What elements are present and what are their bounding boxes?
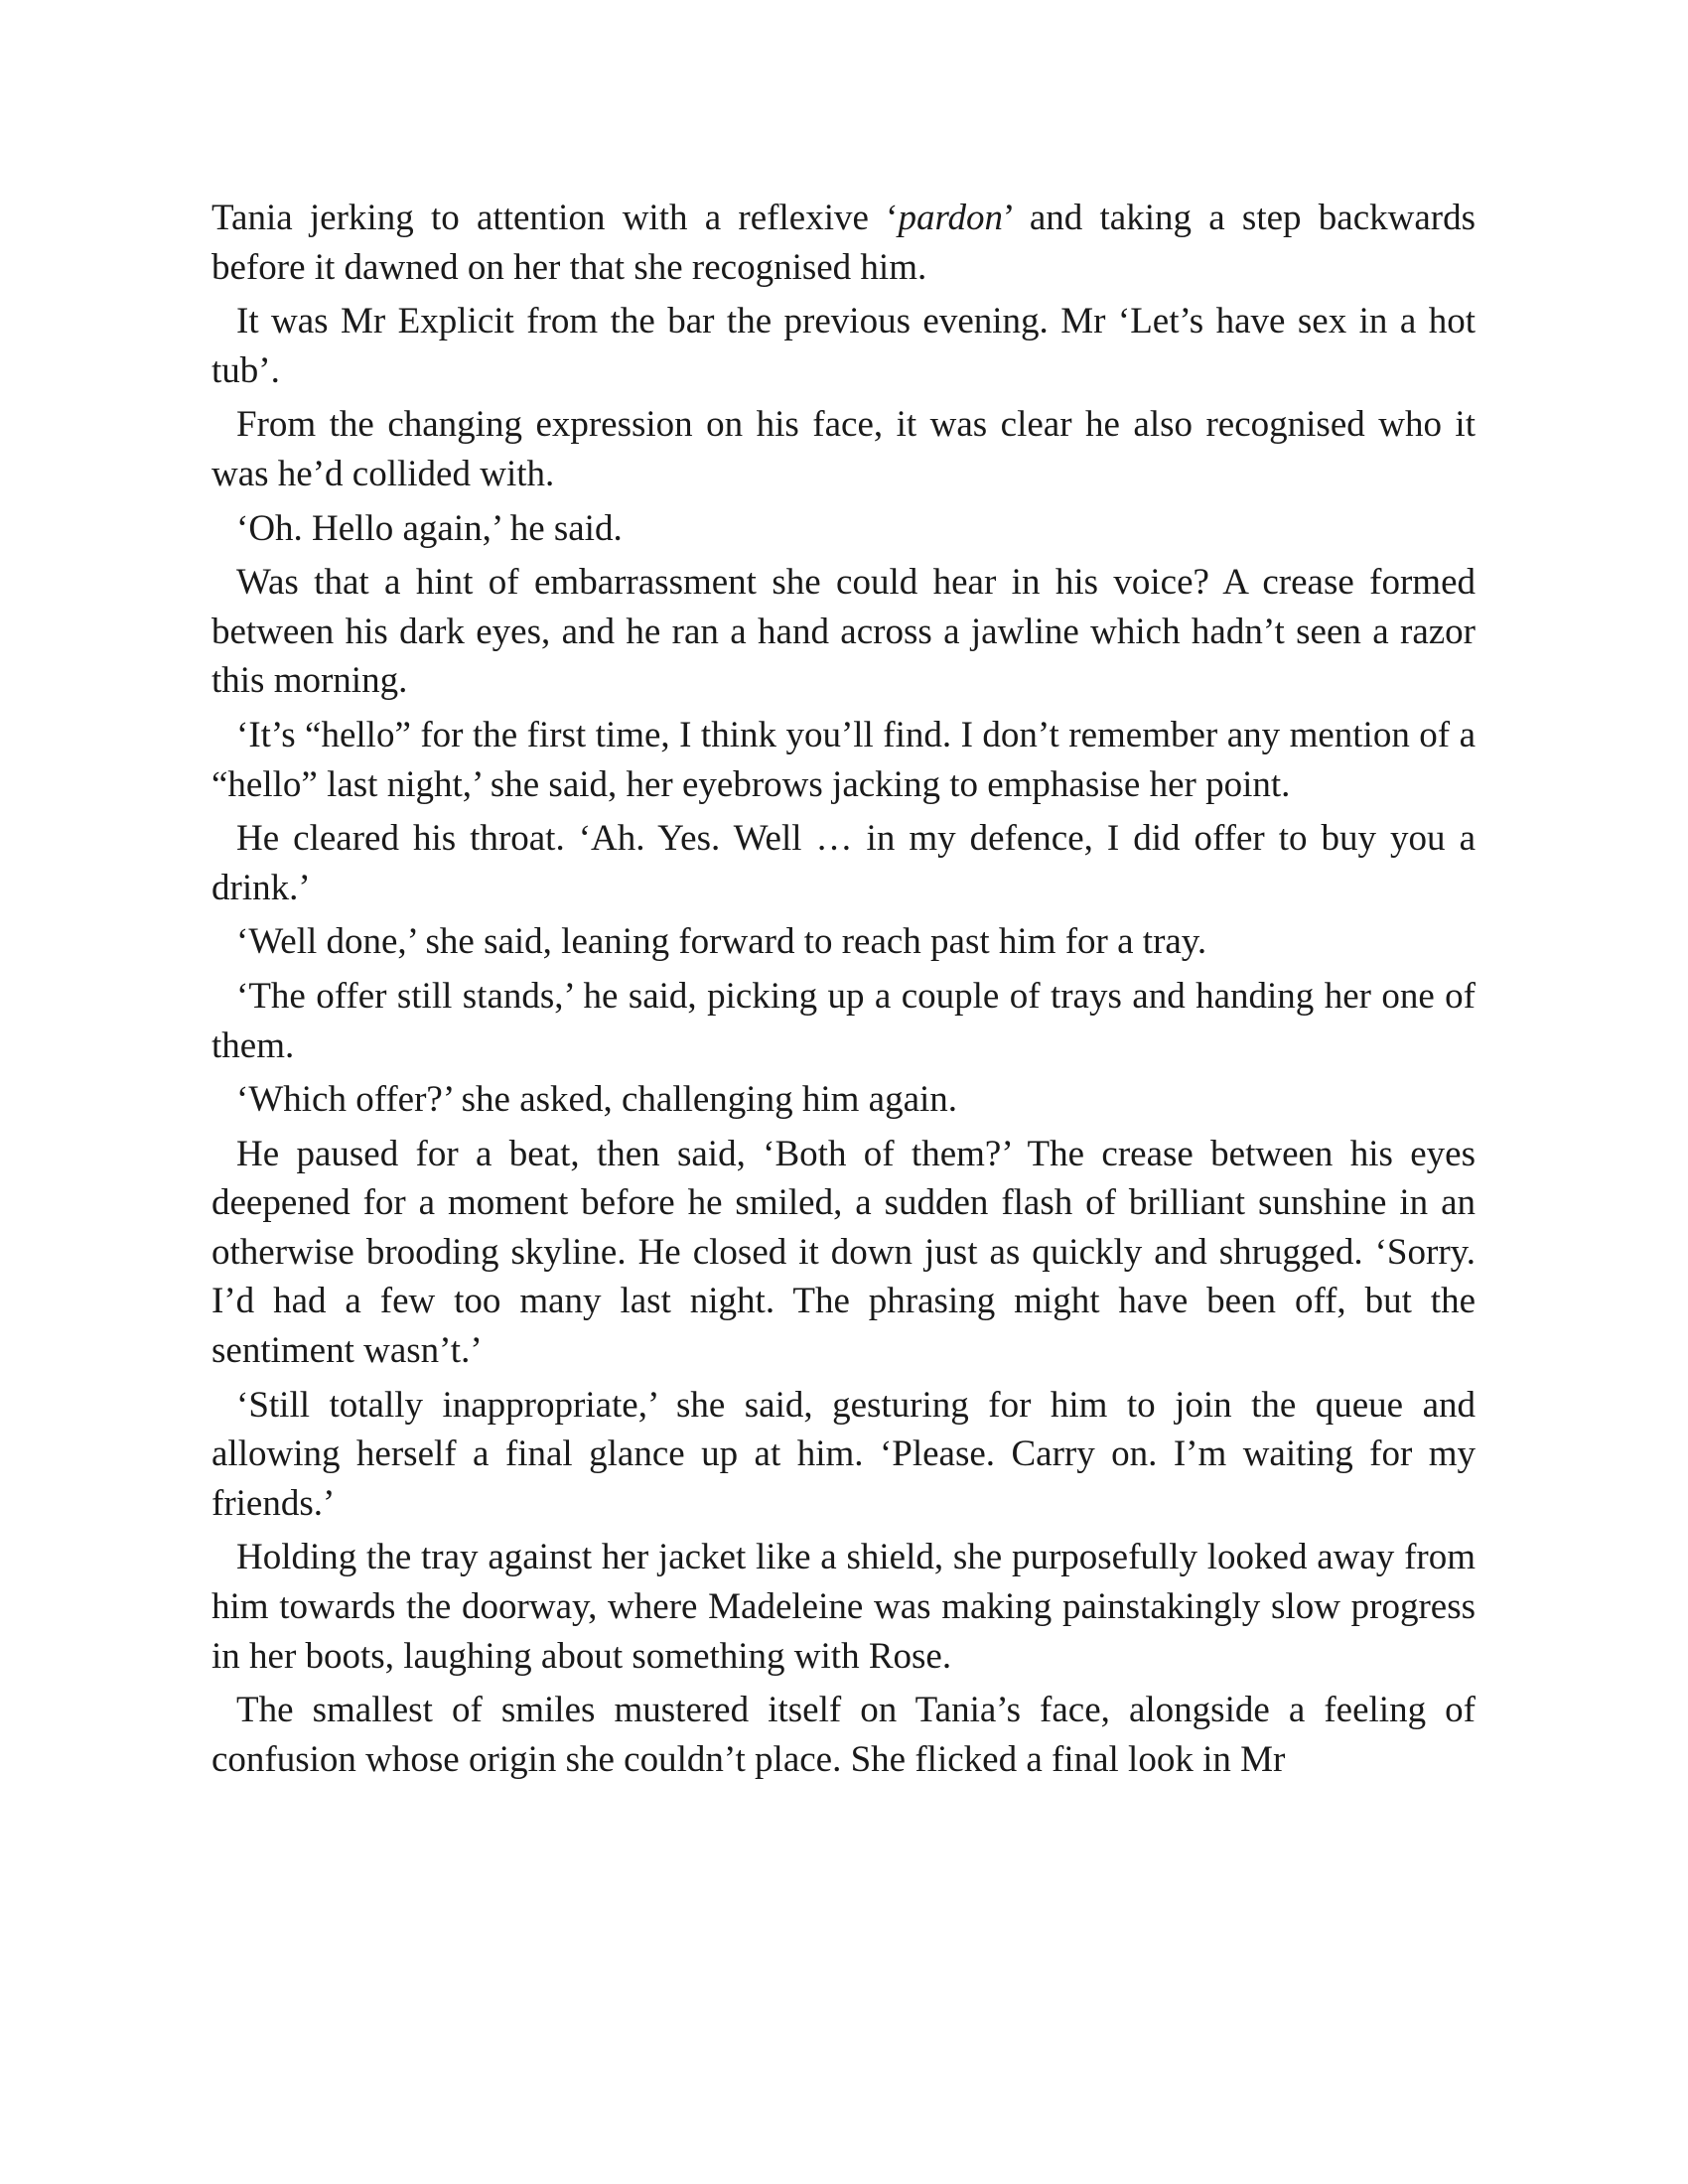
paragraph: The smallest of smiles mustered itself on Tania’s face, alongside a feeling of confusion whose origin she couldn’t place. She flicked a final look in Mr bbox=[211, 1690, 1476, 1780]
text-run: ’ and taking a step backwards before it dawned on her that she recognised him. bbox=[211, 198, 1476, 288]
paragraph: ‘Still totally inappropriate,’ she said, gesturing for him to join the queue and allowing herself a final glance up at him. ‘Please. Carry on. I’m waiting for my friends.’ bbox=[211, 1384, 1476, 1524]
paragraph: ‘Well done,’ she said, leaning forward to reach past him for a tray. bbox=[236, 921, 1207, 963]
paragraph: ‘The offer still stands,’ he said, picking up a couple of trays and handing her one of them. bbox=[211, 975, 1476, 1066]
text-run: Tania jerking to attention with a reflexive ‘ bbox=[211, 198, 899, 238]
body-text bbox=[211, 194, 1476, 1789]
paragraph: ‘It’s “hello” for the first time, I think you’ll find. I don’t remember any mention of a “hello” last night,’ she said, her eyebrows jacking to emphasise her point. bbox=[211, 714, 1476, 805]
paragraph bbox=[211, 194, 1476, 292]
paragraph: From the changing expression on his face, it was clear he also recognised who it was he’d collided with. bbox=[211, 404, 1476, 494]
paragraph: He cleared his throat. ‘Ah. Yes. Well … in my defence, I did offer to buy you a drink.’ bbox=[211, 818, 1476, 908]
paragraph: ‘Oh. Hello again,’ he said. bbox=[236, 507, 623, 549]
paragraph: ‘Which offer?’ she asked, challenging him again. bbox=[236, 1079, 958, 1121]
paragraph: It was Mr Explicit from the bar the previous evening. Mr ‘Let’s have sex in a hot tub’. bbox=[211, 301, 1476, 391]
paragraph: Was that a hint of embarrassment she could hear in his voice? A crease formed between his dark eyes, and he ran a hand across a jawline which hadn’t seen a razor this morning. bbox=[211, 562, 1476, 702]
paragraph: Holding the tray against her jacket like a shield, she purposefully looked away from him towards the doorway, where Madeleine was making painstakingly slow progress in her boots, laughing about something with Rose. bbox=[211, 1537, 1476, 1677]
italic-text-run: pardon bbox=[898, 198, 1003, 238]
paragraph: He paused for a beat, then said, ‘Both of them?’ The crease between his eyes deepened for a moment before he smiled, a sudden flash of brilliant sunshine in an otherwise brooding skyline. He closed it down just as quickly and shrugged. ‘Sorry. I’d had a few too many last night. The phrasing might have been off, but the sentiment wasn’t.’ bbox=[211, 1133, 1476, 1372]
